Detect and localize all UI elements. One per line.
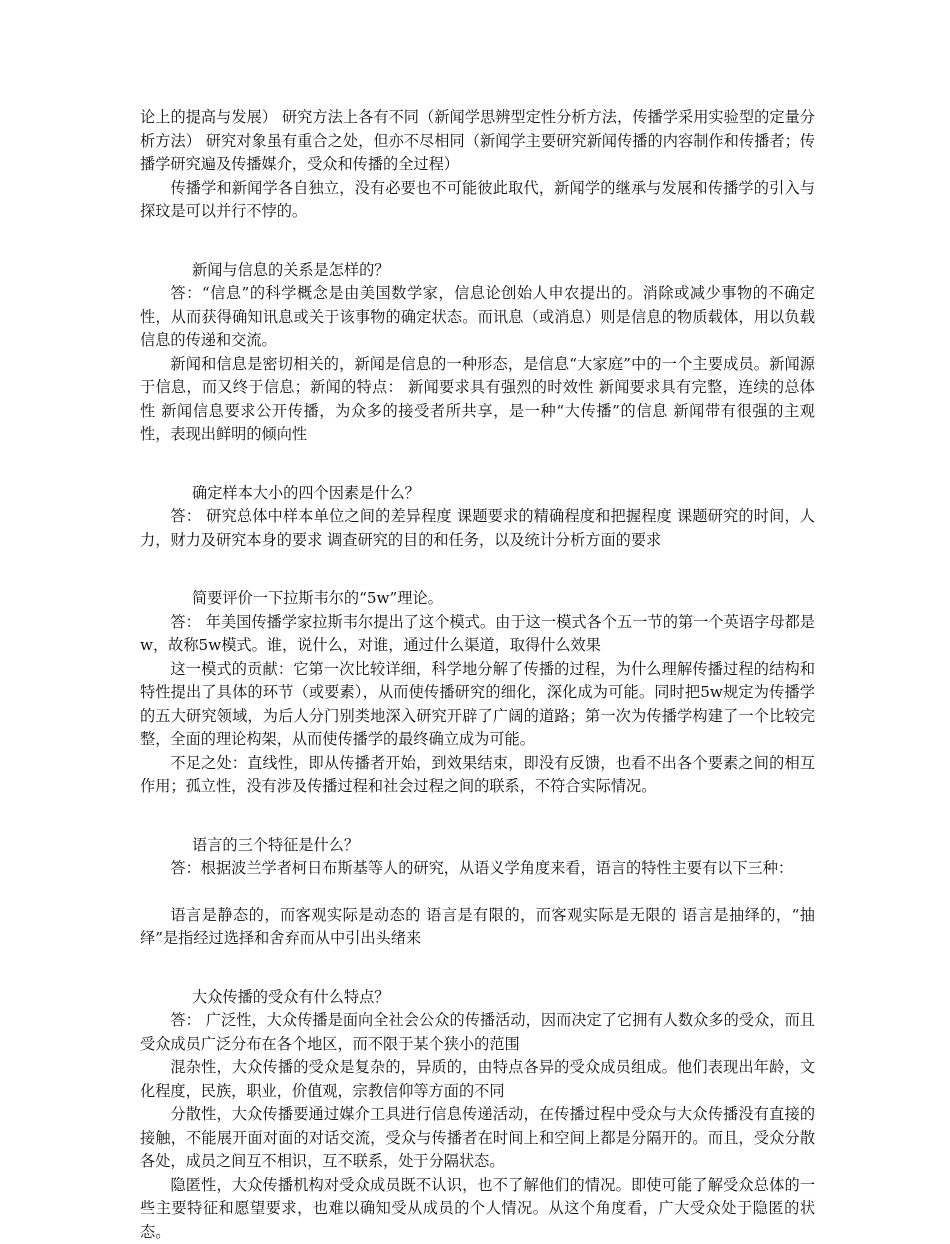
- answer-paragraph: 答：“信息”的科学概念是由美国数学家，信息论创始人申农提出的。消除或减少事物的不确定性，从而获得确知讯息或关于该事物的确定状态。而讯息（或消息）则是信息的物质载体，用以负载信息的传递和交流。: [140, 282, 815, 353]
- answer-paragraph: 答： 研究总体中样本单位之间的差异程度 课题要求的精确程度和把握程度 课题研究的时间，人力，财力及研究本身的要求 调查研究的目的和任务，以及统计分析方面的要求: [140, 505, 815, 552]
- paragraph: 不足之处：直线性，即从传播者开始，到效果结束，即没有反馈，也看不出各个要素之间的相互作用；孤立性，没有涉及传播过程和社会过程之间的联系，不符合实际情况。: [140, 752, 815, 799]
- question-heading: 大众传播的受众有什么特点？: [140, 986, 815, 1010]
- paragraph: 传播学和新闻学各自独立，没有必要也不可能彼此取代，新闻学的继承与发展和传播学的引入与探玟是可以并行不悖的。: [140, 177, 815, 224]
- answer-paragraph: 答：根据波兰学者柯日布斯基等人的研究，从语义学角度来看，语言的特性主要有以下三种：: [140, 857, 815, 881]
- answer-paragraph: 答： 年美国传播学家拉斯韦尔提出了这个模式。由于这一模式各个五一节的第一个英语字母都是w，故称5w模式。谁，说什么，对谁，通过什么渠道，取得什么效果: [140, 611, 815, 658]
- question-heading: 语言的三个特征是什么？: [140, 834, 815, 858]
- paragraph: 分散性，大众传播要通过媒介工具进行信息传递活动，在传播过程中受众与大众传播没有直接的接触，不能展开面对面的对话交流，受众与传播者在时间上和空间上都是分隔开的。而且，受众分散各处，成员之间互不相识，互不联系，处于分隔状态。: [140, 1103, 815, 1174]
- paragraph: 语言是静态的，而客观实际是动态的 语言是有限的，而客观实际是无限的 语言是抽绎的，“抽绎”是指经过选择和舍弃而从中引出头绪来: [140, 904, 815, 951]
- paragraph: 隐匿性，大众传播机构对受众成员既不认识，也不了解他们的情况。即使可能了解受众总体的一些主要特征和愿望要求，也难以确知受从成员的个人情况。从这个角度看，广大受众处于隐匿的状态。: [140, 1174, 815, 1244]
- paragraph: 混杂性，大众传播的受众是复杂的，异质的，由特点各异的受众成员组成。他们表现出年龄，文化程度，民族，职业，价值观，宗教信仰等方面的不同: [140, 1056, 815, 1103]
- paragraph: 新闻和信息是密切相关的，新闻是信息的一种形态，是信息“大家庭”中的一个主要成员。新闻源于信息，而又终于信息；新闻的特点： 新闻要求具有强烈的时效性 新闻要求具有完整，连续的总体性 新闻信息要求公开传播，为众多的接受者所共享，是一种“大传播”的信息 新闻带有很强的主观性，表现出鲜明的倾向性: [140, 353, 815, 447]
- paragraph: 论上的提高与发展） 研究方法上各有不同（新闻学思辨型定性分析方法，传播学采用实验型的定量分析方法） 研究对象虽有重合之处，但亦不尽相同（新闻学主要研究新闻传播的内容制作和传播者；传播学研究遍及传播媒介，受众和传播的全过程）: [140, 106, 815, 177]
- question-heading: 新闻与信息的关系是怎样的？: [140, 259, 815, 283]
- question-heading: 确定样本大小的四个因素是什么？: [140, 482, 815, 506]
- document-page: [140, 106, 815, 1244]
- answer-paragraph: 答： 广泛性，大众传播是面向全社会公众的传播活动，因而决定了它拥有人数众多的受众，而且受众成员广泛分布在各个地区，而不限于某个狭小的范围: [140, 1009, 815, 1056]
- paragraph: 这一模式的贡献：它第一次比较详细，科学地分解了传播的过程，为什么理解传播过程的结构和特性提出了具体的环节（或要素），从而使传播研究的细化，深化成为可能。同时把5w规定为传播学的五大研究领域，为后人分门别类地深入研究开辟了广阔的道路；第一次为传播学构建了一个比较完整，全面的理论构架，从而使传播学的最终确立成为可能。: [140, 658, 815, 752]
- question-heading: 简要评价一下拉斯韦尔的“5w”理论。: [140, 587, 815, 611]
